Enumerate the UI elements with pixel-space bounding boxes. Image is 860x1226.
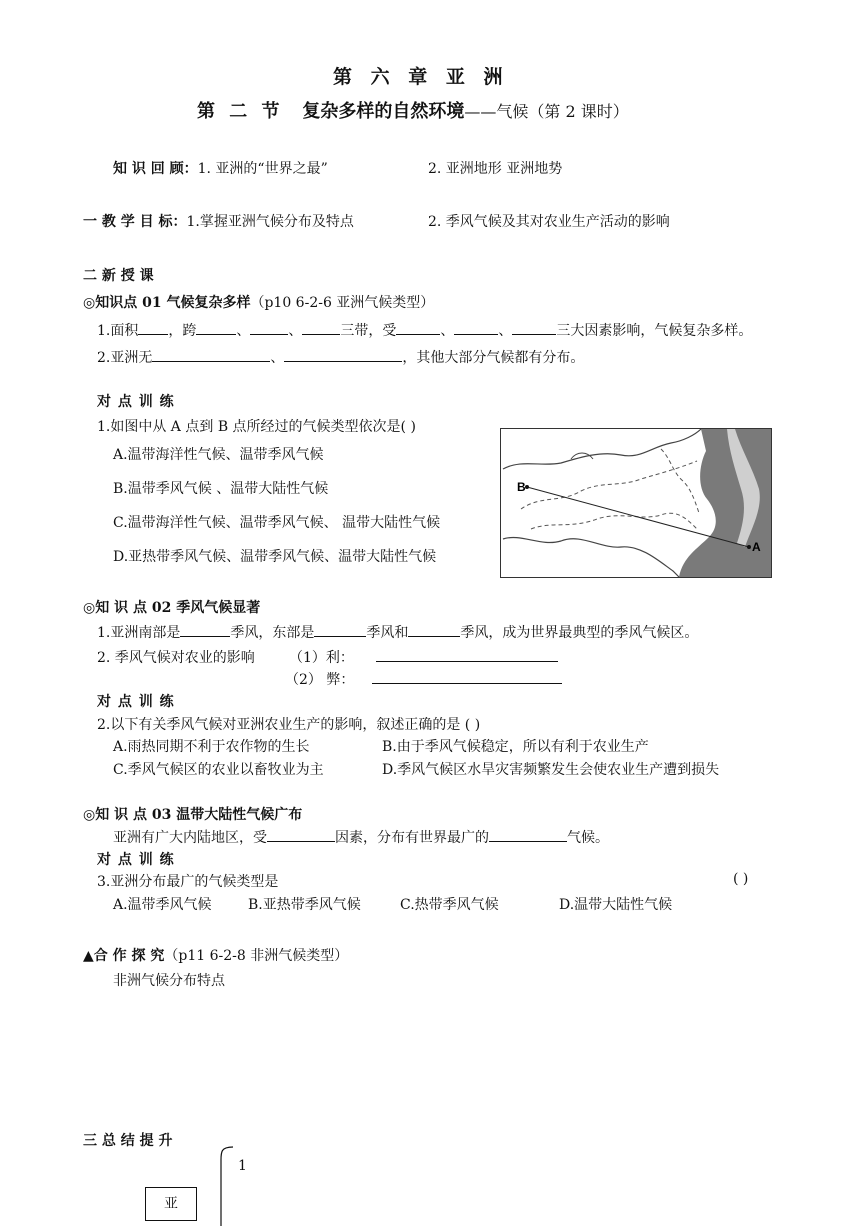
text-seg: 2.亚洲无 <box>97 350 153 366</box>
fill-blank[interactable] <box>180 624 230 637</box>
new-lesson-heading: 二 新 授 课 <box>83 268 154 284</box>
section-prefix: 第 二 节 <box>197 101 284 122</box>
fill-blank[interactable] <box>512 322 556 335</box>
review-item-1: 1. 亚洲的“世界之最” <box>197 161 328 177</box>
q2-stem: 2.以下有关季风气候对亚洲农业生产的影响，叙述正确的是 ( ) <box>97 717 481 733</box>
practice-label-3: 对 点 训 练 <box>97 852 175 868</box>
fill-blank[interactable] <box>376 649 558 662</box>
fill-blank[interactable] <box>284 349 402 362</box>
q3-option-d[interactable]: D.温带大陆性气候 <box>559 897 673 913</box>
text-seg: （2） 弊： <box>285 672 355 688</box>
point-a-marker <box>747 545 751 549</box>
fill-blank[interactable] <box>396 322 440 335</box>
review-item-2: 2. 亚洲地形 亚洲地势 <box>428 161 563 177</box>
kp3-title: ◎知 识 点 03 温带大陆性气候广布 <box>83 807 303 823</box>
text-seg: 2. 季风气候对农业的影响 <box>97 650 255 666</box>
fill-blank[interactable] <box>302 322 340 335</box>
text-seg: 、 <box>236 323 251 339</box>
coop-heading <box>83 945 348 965</box>
text-seg: （1）利： <box>289 650 354 666</box>
fill-blank[interactable] <box>314 624 366 637</box>
q1-stem: 1.如图中从 A 点到 B 点所经过的气候类型依次是( ) <box>97 419 416 435</box>
q2-option-b[interactable]: B.由于季风气候稳定，所以有利于农业生产 <box>382 739 649 755</box>
q3-stem: 3.亚洲分布最广的气候类型是 <box>97 874 279 890</box>
q3-option-a[interactable]: A.温带季风气候 <box>113 897 212 913</box>
text-seg: 、 <box>498 323 513 339</box>
text-seg: 因素，分布有世界最广的 <box>335 830 489 846</box>
q3-option-c[interactable]: C.热带季风气候 <box>400 897 499 913</box>
fill-blank[interactable] <box>267 829 335 842</box>
text-seg: 季风，成为世界最典型的季风气候区。 <box>460 625 699 641</box>
practice-label-2: 对 点 训 练 <box>97 694 175 710</box>
q1-option-b[interactable]: B.温带季风气候 、温带大陆性气候 <box>113 481 329 497</box>
q3-answer-paren[interactable]: ( ) <box>733 871 749 887</box>
text-seg: ，跨 <box>168 323 197 339</box>
practice-label-1: 对 点 训 练 <box>97 394 175 410</box>
border-line <box>661 449 699 513</box>
lake-shape <box>571 453 593 459</box>
text-seg: 、 <box>288 323 303 339</box>
kp2-line-1 <box>97 622 698 642</box>
text-seg: 季风，东部是 <box>230 625 315 641</box>
text-seg: 亚洲有广大内陆地区，受 <box>113 830 267 846</box>
q1-option-d[interactable]: D.亚热带季风气候、温带季风气候、温带大陆性气候 <box>113 549 437 565</box>
text-seg: 1.亚洲南部是 <box>97 625 181 641</box>
kp1-ref: （p10 6-2-6 亚洲气候类型） <box>250 295 435 311</box>
coast-south <box>503 537 679 577</box>
point-b-label: B <box>517 480 526 494</box>
border-line <box>521 461 697 509</box>
coop-ref: （p11 6-2-8 非洲气候类型） <box>164 948 349 964</box>
summary-heading: 三 总 结 提 升 <box>83 1133 173 1149</box>
goals-line <box>83 211 354 231</box>
text-seg: 1.面积 <box>97 323 139 339</box>
section-sub: ——气候（第 2 课时） <box>464 102 629 121</box>
fill-blank[interactable] <box>152 349 270 362</box>
summary-brace <box>217 1146 237 1226</box>
kp2-title: ◎知 识 点 02 季风气候显著 <box>83 600 261 616</box>
chapter-title: 第 六 章 亚 洲 <box>333 66 509 88</box>
q3-option-b[interactable]: B.亚热带季风气候 <box>248 897 361 913</box>
review-line <box>113 158 328 178</box>
q1-option-a[interactable]: A.温带海洋性气候、温带季风气候 <box>113 447 324 463</box>
section-name: 复杂多样的自然环境 <box>302 101 465 122</box>
summary-item-1-number: 1 <box>238 1158 247 1174</box>
kp1-line-1 <box>97 320 752 340</box>
text-seg: 、 <box>440 323 455 339</box>
kp1-heading <box>83 292 434 312</box>
map-graphic <box>501 429 771 577</box>
point-a-label: A <box>752 540 761 554</box>
text-seg: 季风和 <box>366 625 409 641</box>
fill-blank[interactable] <box>408 624 460 637</box>
coop-line: 非洲气候分布特点 <box>113 973 225 989</box>
text-seg: 气候。 <box>567 830 609 846</box>
text-seg: 、 <box>270 350 285 366</box>
review-label: 知 识 回 顾： <box>113 161 198 177</box>
goals-item-2: 2. 季风气候及其对农业生产活动的影响 <box>428 214 670 230</box>
goals-item-1: 1.掌握亚洲气候分布及特点 <box>186 214 354 230</box>
fill-blank[interactable] <box>196 322 236 335</box>
fill-blank[interactable] <box>250 322 288 335</box>
summary-root-box: 亚 <box>145 1187 197 1221</box>
kp2-line-2 <box>97 647 255 667</box>
text-seg: 三大因素影响，气候复杂多样。 <box>556 323 753 339</box>
fill-blank[interactable] <box>138 322 168 335</box>
text-seg: 三带，受 <box>340 323 397 339</box>
q1-option-c[interactable]: C.温带海洋性气候、温带季风气候、 温带大陆性气候 <box>113 515 441 531</box>
text-seg: ，其他大部分气候都有分布。 <box>402 350 585 366</box>
fill-blank[interactable] <box>489 829 567 842</box>
q2-option-d[interactable]: D.季风气候区水旱灾害频繁发生会使农业生产遭到损失 <box>382 762 720 778</box>
asia-map-figure <box>500 428 772 578</box>
section-title <box>197 97 629 123</box>
coop-title: ▲合 作 探 究 <box>83 948 165 964</box>
coast-north <box>503 429 701 469</box>
kp2-harm <box>285 669 562 689</box>
fill-blank[interactable] <box>372 671 562 684</box>
goals-label: 一 教 学 目 标： <box>83 214 187 230</box>
q2-option-c[interactable]: C.季风气候区的农业以畜牧业为主 <box>113 762 324 778</box>
q2-option-a[interactable]: A.雨热同期不利于农作物的生长 <box>113 739 310 755</box>
kp3-line <box>113 827 609 847</box>
kp1-title: ◎知识点 01 气候复杂多样 <box>83 295 251 311</box>
kp1-line-2 <box>97 347 584 367</box>
fill-blank[interactable] <box>454 322 498 335</box>
kp2-benefit <box>289 647 558 667</box>
